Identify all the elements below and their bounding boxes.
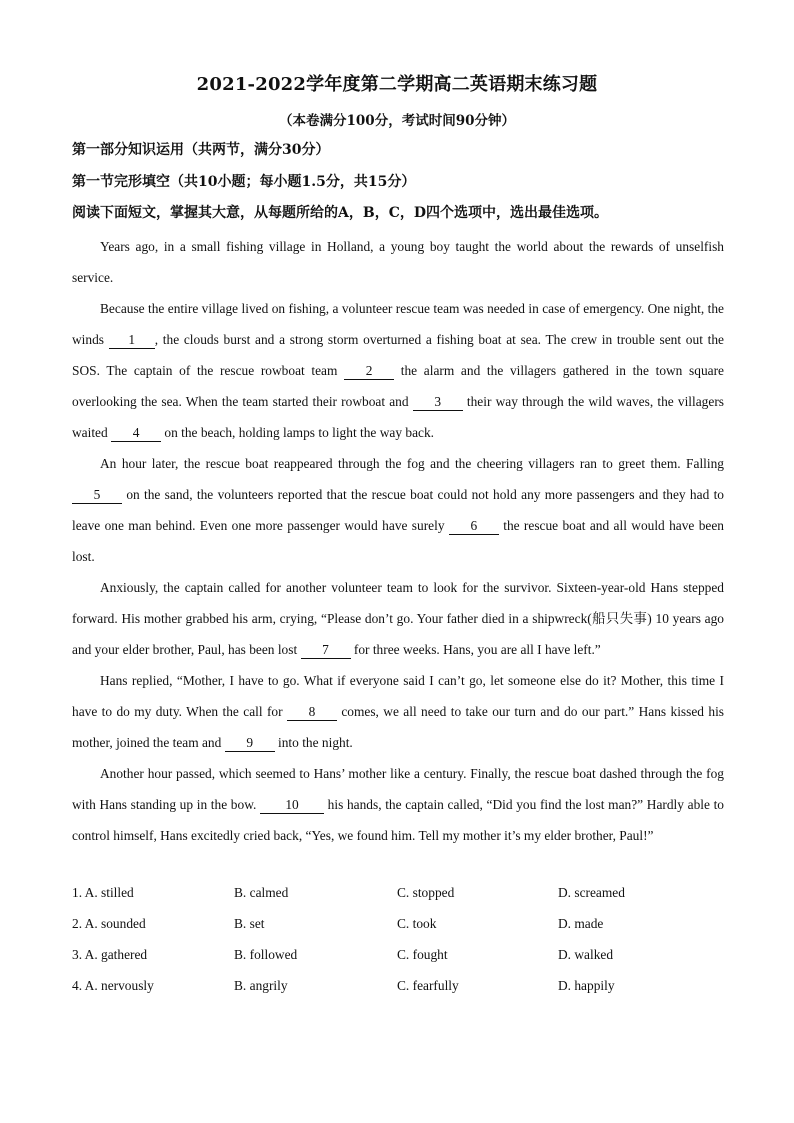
blank-10: 10 [260,797,324,814]
paragraph-5 [72,665,724,758]
question-row [72,885,732,916]
blank-7: 7 [301,642,351,659]
option-d: D. made [558,916,604,931]
paragraph-text: , the clouds burst and a strong storm overturned a fishing boat at sea. The crew in trouble sent out the SOS. The captain of the rescue rowboat team [72,332,724,378]
option-a: 1. A. stilled [72,885,134,900]
paragraph-3 [72,448,724,572]
paragraph-text: Hans replied, “Mother, I have to go. What if everyone said I can’t go, let someone else do it? Mother, this time I have to do my duty. When the call for [72,673,724,719]
paragraph-text: Another hour passed, which seemed to Hans’ mother like a century. Finally, the rescue boat dashed through the fog with Hans standing up in the bow. [72,766,724,812]
paragraph-text: their way through the wild waves, the villagers waited [72,394,724,440]
option-c: C. stopped [397,885,455,900]
option-c: C. fought [397,947,448,962]
blank-5: 5 [72,487,122,504]
paragraph-text: for three weeks. Hans, you are all I have left.” [350,642,601,657]
paragraph-2 [72,293,724,448]
option-c: C. fearfully [397,978,459,993]
option-b: B. followed [234,947,298,962]
option-a: 4. A. nervously [72,978,154,993]
option-d: D. walked [558,947,614,962]
option-d: D. screamed [558,885,625,900]
option-b: B. calmed [234,885,289,900]
blank-8: 8 [287,704,337,721]
paragraph-text: An hour later, the rescue boat reappeared through the fog and the cheering villagers ran to greet them. Falling [100,456,724,471]
paragraph-text: on the beach, holding lamps to light the way back. [161,425,435,440]
option-d: D. happily [558,978,615,993]
paragraph-text: on the sand, the volunteers reported that the rescue boat could not hold any more passengers and they had to leave one man behind. Even one more passenger would have surely [72,487,724,533]
paragraph-text: the rescue boat and all would have been lost. [72,518,725,564]
question-row [72,978,732,1009]
paragraph-text: into the night. [274,735,353,750]
paragraph-text: Anxiously, the captain called for another volunteer team to look for the survivor. Sixteen-year-old Hans stepped forward. His mother grabbed his arm, crying, “Please don’t go. Your father died in a shipwreck(船只失事) 10 years ago and your elder brother, Paul, has been lost [72,580,724,657]
option-b: B. angrily [234,978,288,993]
instructions: 阅读下面短文，掌握其大意，从每题所给的A，B，C，D四个选项中，选出最佳选项。 [72,205,608,221]
answer-options [72,885,732,1009]
option-a: 2. A. sounded [72,916,146,931]
paragraph-4 [72,572,724,665]
exam-info: （本卷满分100分，考试时间90分钟） [279,113,515,129]
paragraph-6 [72,758,724,851]
paragraph-text: Because the entire village lived on fishing, a volunteer rescue team was needed in case of emergency. One night, the winds [72,301,724,347]
paragraph-text: his hands, the captain called, “Did you find the lost man?” Hardly able to control himself, Hans excitedly cried back, “Yes, we found him. Tell my mother it’s my elder brother, Paul!” [72,797,725,843]
part-heading: 第一部分知识运用（共两节，满分30分） [72,142,330,158]
blank-6: 6 [449,518,499,535]
option-b: B. set [234,916,265,931]
question-row [72,947,732,978]
section-heading: 第一节完形填空（共10小题；每小题1.5分，共15分） [72,174,416,190]
blank-9: 9 [225,735,275,752]
page-title: 2021-2022学年度第二学期高二英语期末练习题 [196,74,598,95]
blank-2: 2 [344,363,394,380]
option-a: 3. A. gathered [72,947,148,962]
question-row [72,916,732,947]
paragraph-text: comes, we all need to take our turn and do our part.” Hans kissed his mother, joined the team and [72,704,724,750]
blank-1: 1 [109,332,155,349]
blank-3: 3 [413,394,463,411]
paragraph-1 [72,231,724,293]
blank-4: 4 [111,425,161,442]
option-c: C. took [397,916,437,931]
cloze-passage [72,231,724,851]
paragraph-text: Years ago, in a small fishing village in Holland, a young boy taught the world about the rewards of unselfish service. [72,239,724,285]
paragraph-text: the alarm and the villagers gathered in the town square overlooking the sea. When the team started their rowboat and [72,363,724,409]
